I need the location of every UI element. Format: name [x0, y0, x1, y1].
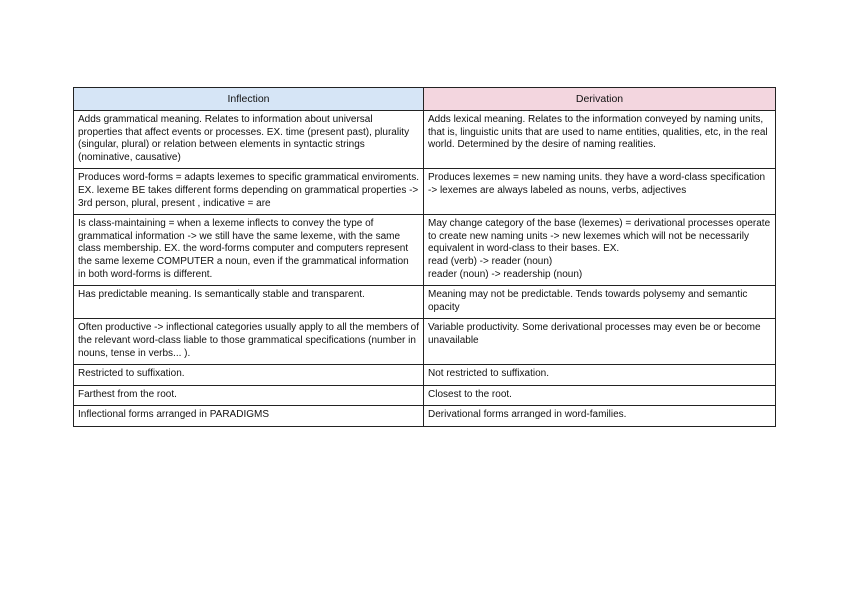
table-row-class-change [74, 215, 776, 286]
inflection-cell: Inflectional forms arranged in PARADIGMS [74, 406, 424, 427]
table-row-productivity [74, 319, 776, 365]
table-row-predictability [74, 286, 776, 319]
header-derivation: Derivation [424, 88, 776, 111]
derivation-cell: Variable productivity. Some derivational processes may even be or become unavailable [424, 319, 776, 365]
table-row-affixation [74, 365, 776, 386]
header-inflection: Inflection [74, 88, 424, 111]
derivation-cell: Closest to the root. [424, 385, 776, 406]
inflection-cell: Produces word-forms = adapts lexemes to specific grammatical enviroments. EX. lexeme BE takes different forms depending on grammatical properties -> 3rd person, plural, present , indicative = are [74, 169, 424, 215]
table-row-meaning-type [74, 111, 776, 169]
inflection-cell: Farthest from the root. [74, 385, 424, 406]
inflection-cell: Restricted to suffixation. [74, 365, 424, 386]
inflection-cell: Has predictable meaning. Is semantically stable and transparent. [74, 286, 424, 319]
derivation-cell: Meaning may not be predictable. Tends towards polysemy and semantic opacity [424, 286, 776, 319]
derivation-cell: Derivational forms arranged in word-families. [424, 406, 776, 427]
derivation-cell: Not restricted to suffixation. [424, 365, 776, 386]
inflection-cell: Often productive -> inflectional categories usually apply to all the members of the relevant word-class liable to those grammatical specifications (number in nouns, tense in verbs... ). [74, 319, 424, 365]
table-header-row [74, 88, 776, 111]
inflection-cell: Is class-maintaining = when a lexeme inflects to convey the type of grammatical information -> we still have the same lexeme, with the same class membership. EX. the word-forms computer and computers represent the same lexeme COMPUTER a noun, even if the grammatical information in both word-forms is different. [74, 215, 424, 286]
table-row-output [74, 169, 776, 215]
derivation-cell: Produces lexemes = new naming units. they have a word-class specification -> lexemes are always labeled as nouns, verbs, adjectives [424, 169, 776, 215]
table-row-root-distance [74, 385, 776, 406]
inflection-derivation-table [73, 87, 776, 427]
inflection-cell: Adds grammatical meaning. Relates to information about universal properties that affect events or processes. EX. time (present past), plurality (singular, plural) or relation between elements in syntactic strings (nominative, causative) [74, 111, 424, 169]
derivation-cell: Adds lexical meaning. Relates to the information conveyed by naming units, that is, linguistic units that are used to name entities, qualities, etc, in the real world. Determined by the desire of naming realities. [424, 111, 776, 169]
table-row-arrangement [74, 406, 776, 427]
derivation-cell: May change category of the base (lexemes) = derivational processes operate to create new naming units -> new lexemes which will not be necessarily equivalent in word-class to their bases. EX. read (verb) -> reader (noun) reader (noun) -> readership (noun) [424, 215, 776, 286]
